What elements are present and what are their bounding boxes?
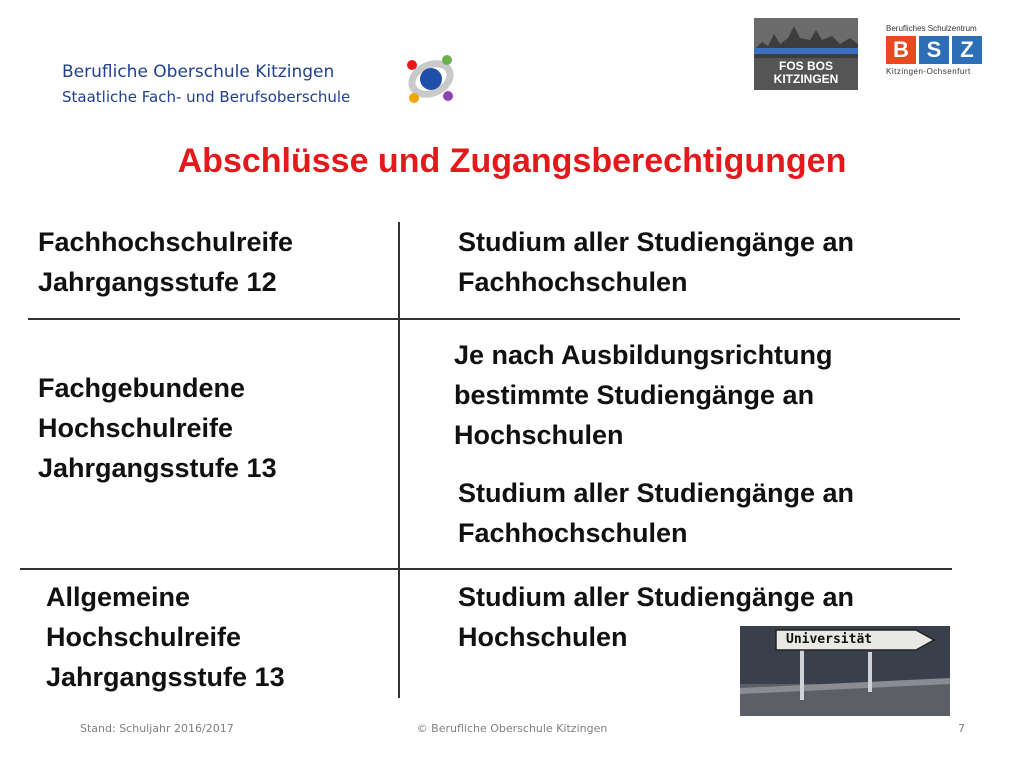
school-subtitle: Staatliche Fach- und Berufsoberschule bbox=[62, 88, 351, 106]
row-1-qualification bbox=[38, 222, 293, 302]
row-1-right-line-1: Studium aller Studiengänge an bbox=[458, 227, 855, 257]
row-2-access-b bbox=[458, 473, 854, 553]
school-circle-logo bbox=[398, 48, 464, 110]
university-sign-photo bbox=[740, 626, 950, 716]
row-3-left-line-3: Jahrgangsstufe 13 bbox=[46, 662, 285, 692]
fos-bos-logo-line2: KITZINGEN bbox=[773, 72, 839, 86]
school-name-block bbox=[62, 60, 350, 110]
row-3-qualification bbox=[46, 577, 285, 697]
bsz-letter-b: B bbox=[886, 36, 916, 64]
row-3-right-line-1: Studium aller Studiengänge an bbox=[458, 582, 855, 612]
bsz-logo-top: Berufliches Schulzentrum bbox=[886, 24, 977, 33]
row-1-left-line-2: Jahrgangsstufe 12 bbox=[38, 267, 277, 297]
row-3-left-line-1: Allgemeine bbox=[46, 582, 191, 612]
row-2-right-a-line-2: bestimmte Studiengänge an bbox=[454, 380, 815, 410]
row-2-right-a-line-1: Je nach Ausbildungsrichtung bbox=[454, 340, 833, 370]
footer-copyright: © Berufliche Oberschule Kitzingen bbox=[416, 722, 608, 735]
row-2-right-b-line-2: Fachhochschulen bbox=[458, 518, 688, 548]
footer-page-number: 7 bbox=[958, 722, 965, 735]
bsz-letter-s: S bbox=[919, 36, 949, 64]
school-name: Berufliche Oberschule Kitzingen bbox=[62, 62, 335, 82]
row-3-left-line-2: Hochschulreife bbox=[46, 622, 242, 652]
row-1-right-line-2: Fachhochschulen bbox=[458, 267, 688, 297]
bsz-logo-bottom: Kitzingen-Ochsenfurt bbox=[886, 67, 971, 76]
bsz-logo bbox=[884, 24, 994, 80]
row-2-left-line-3: Jahrgangsstufe 13 bbox=[38, 453, 277, 483]
sign-text: Universität bbox=[786, 632, 873, 647]
town-skyline-icon bbox=[754, 18, 858, 58]
table-vertical-divider bbox=[398, 222, 400, 698]
fos-bos-logo bbox=[754, 18, 858, 90]
row-2-right-b-line-1: Studium aller Studiengänge an bbox=[458, 478, 855, 508]
row-2-right-a-line-3: Hochschulen bbox=[454, 420, 624, 450]
table-row-divider-2 bbox=[20, 568, 952, 570]
row-1-left-line-1: Fachhochschulreife bbox=[38, 227, 294, 257]
fos-bos-logo-line1: FOS BOS bbox=[778, 59, 833, 73]
row-1-access bbox=[458, 222, 854, 302]
slide-title: Abschlüsse und Zugangsberechtigungen bbox=[177, 142, 847, 180]
row-2-qualification bbox=[38, 368, 277, 488]
footer-stand: Stand: Schuljahr 2016/2017 bbox=[80, 722, 234, 735]
row-2-access-a bbox=[454, 335, 833, 455]
row-2-left-line-1: Fachgebundene bbox=[38, 373, 246, 403]
row-2-left-line-2: Hochschulreife bbox=[38, 413, 234, 443]
row-3-right-line-2: Hochschulen bbox=[458, 622, 628, 652]
bsz-letter-z: Z bbox=[952, 36, 982, 64]
table-row-divider-1 bbox=[28, 318, 960, 320]
